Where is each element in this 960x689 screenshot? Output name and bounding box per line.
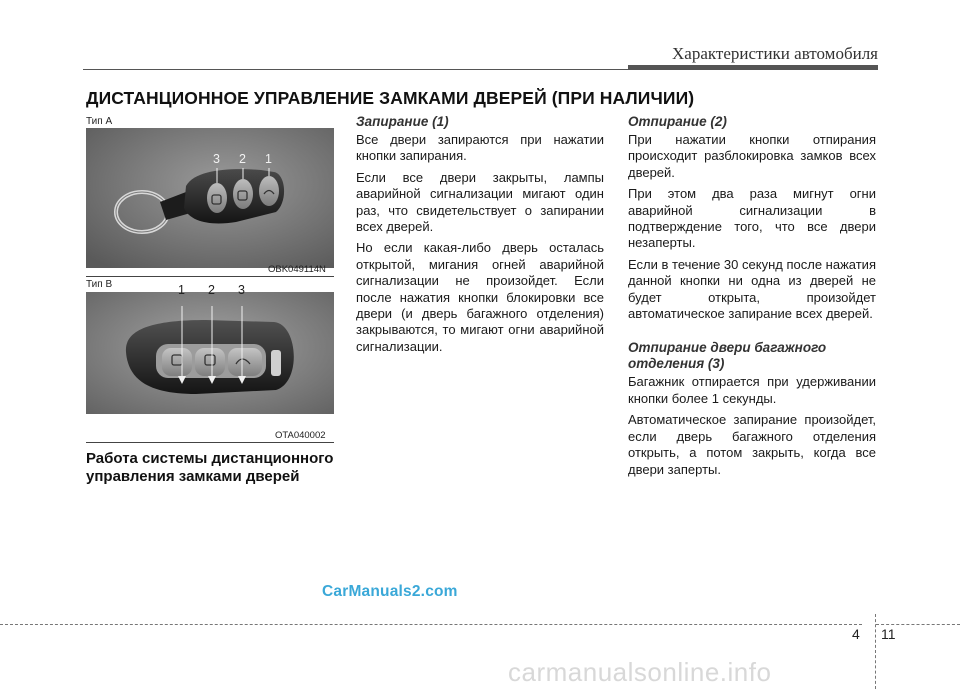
figure-caption: Работа системы дистанционного управления замками дверей bbox=[86, 450, 334, 485]
footer-rule bbox=[0, 624, 862, 625]
middle-column bbox=[356, 114, 604, 360]
header-rule-accent bbox=[628, 65, 878, 70]
type-b-number-3: 3 bbox=[238, 283, 245, 297]
footer-page-divider bbox=[875, 614, 876, 689]
key-fob-type-a-image bbox=[86, 128, 334, 268]
watermark-link[interactable]: CarManuals2.com bbox=[322, 583, 458, 600]
figure-divider bbox=[86, 442, 334, 443]
type-a-number-1: 1 bbox=[265, 152, 272, 166]
paragraph: Если все двери закрыты, лампы аварийной сигнализации мигают один раз, что свидетельствует о запирании всех дверей. bbox=[356, 169, 604, 235]
page-number: 11 bbox=[881, 626, 896, 642]
running-header-title: Характеристики автомобиля bbox=[672, 44, 878, 63]
unlocking-heading: Отпирание (2) bbox=[628, 114, 727, 129]
type-a-number-2: 2 bbox=[239, 152, 246, 166]
right-column bbox=[628, 114, 876, 483]
type-b-label: Тип B bbox=[86, 279, 113, 290]
footer-rule bbox=[876, 624, 960, 625]
paragraph: Все двери запираются при нажатии кнопки запирания. bbox=[356, 132, 604, 164]
trunk-unlock-heading: Отпирание двери багажного отделения (3) bbox=[628, 340, 827, 372]
type-a-label: Тип A bbox=[86, 116, 113, 127]
type-a-figure-code: OBK049114N bbox=[268, 264, 326, 275]
type-b-number-1: 1 bbox=[178, 283, 185, 297]
paragraph: При этом два раза мигнут огни аварийной сигнализации в подтверждение того, что все двери незаперты. bbox=[628, 186, 876, 251]
paragraph: Но если какая-либо дверь осталась открытой, мигания огней аварийной сигнализации не произойдет. Если после нажатия кнопки блокировки все двери (и дверь багажного отделения) закрываются, то мигают огни аварийной сигнализации. bbox=[356, 240, 604, 354]
locking-heading: Запирание (1) bbox=[356, 114, 449, 129]
paragraph: Если в течение 30 секунд после нажатия данной кнопки ни одна из дверей не будет открыта, произойдет автоматическое запирание всех дверей. bbox=[628, 256, 876, 322]
paragraph: Автоматическое запирание произойдет, если дверь багажного отделения открыть, а потом закрыть, когда все двери заперты. bbox=[628, 412, 876, 477]
section-title: ДИСТАНЦИОННОЕ УПРАВЛЕНИЕ ЗАМКАМИ ДВЕРЕЙ (ПРИ НАЛИЧИИ) bbox=[86, 88, 695, 108]
figure-divider bbox=[86, 276, 334, 277]
chapter-number: 4 bbox=[852, 626, 860, 642]
paragraph: При нажатии кнопки отпирания происходит разблокировка замков всех дверей. bbox=[628, 132, 876, 180]
type-a-number-3: 3 bbox=[213, 152, 220, 166]
paragraph: Багажник отпирается при удерживании кнопки более 1 секунды. bbox=[628, 374, 876, 406]
type-b-number-2: 2 bbox=[208, 283, 215, 297]
type-b-figure-code: OTA040002 bbox=[275, 430, 326, 441]
watermark-text: carmanualsonline.info bbox=[508, 657, 772, 687]
